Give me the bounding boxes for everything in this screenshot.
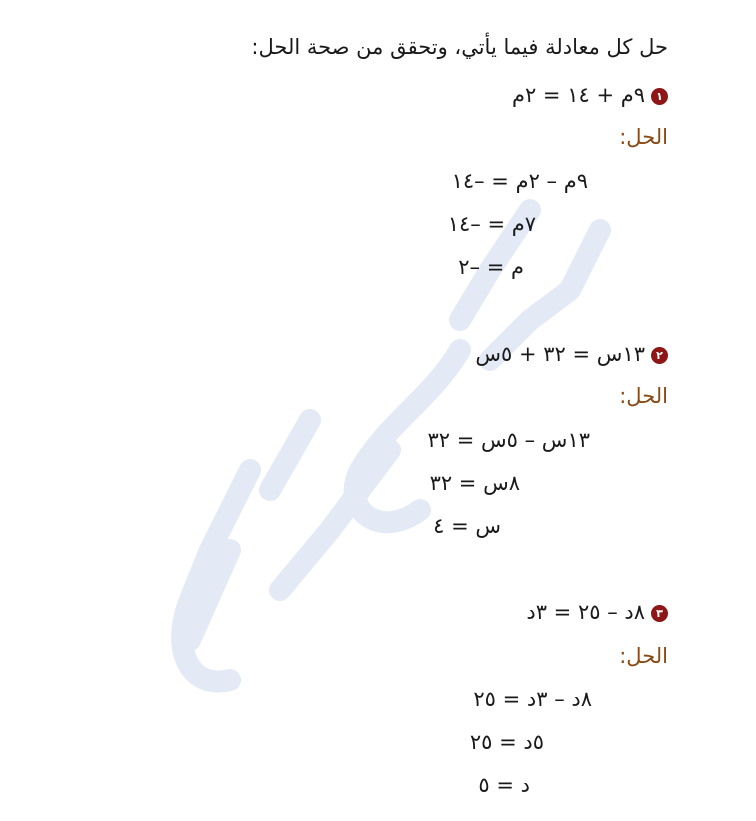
- solution-step: ٨د – ٣د = ٢٥: [473, 687, 592, 711]
- solution-step: ١٣س – ٥س = ٣٢: [427, 428, 590, 452]
- problem-number-badge: ٣: [651, 605, 668, 622]
- problem-1: [512, 80, 668, 110]
- instruction-text: حل كل معادلة فيما يأتي، وتحقق من صحة الحل:: [251, 35, 668, 59]
- solution-step: د = ٥: [478, 773, 530, 797]
- problem-2: [475, 339, 668, 369]
- solution-step: ٧م = –١٤: [447, 212, 536, 236]
- solution-step: ٩م – ٢م = –١٤: [451, 169, 588, 193]
- problem-equation: ٨د – ٢٥ = ٣د: [526, 600, 645, 624]
- problem-number-badge: ١: [651, 88, 668, 105]
- solution-step: م = –٢: [458, 255, 524, 279]
- solution-label: الحل:: [619, 644, 668, 668]
- solution-label: الحل:: [619, 384, 668, 408]
- problem-equation: ١٣س = ٣٢ + ٥س: [475, 342, 645, 366]
- problem-3: [526, 597, 668, 627]
- problem-equation: ٩م + ١٤ = ٢م: [511, 83, 645, 107]
- problem-number-badge: ٢: [651, 347, 668, 364]
- solution-step: س = ٤: [433, 514, 501, 538]
- solution-label: الحل:: [619, 125, 668, 149]
- solution-step: ٨س = ٣٢: [429, 471, 520, 495]
- solution-step: ٥د = ٢٥: [469, 730, 544, 754]
